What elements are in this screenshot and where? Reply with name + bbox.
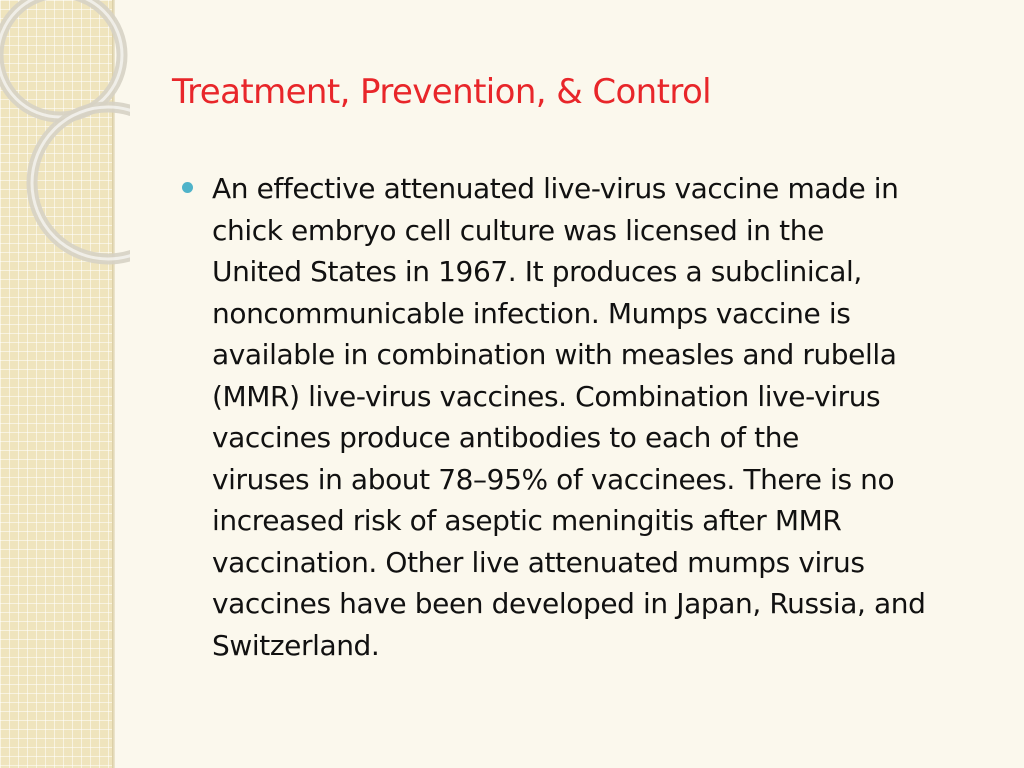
bullet-line: chick embryo cell culture was licensed in the bbox=[212, 213, 824, 247]
bullet-text bbox=[212, 172, 925, 662]
bullet-line: Switzerland. bbox=[212, 628, 380, 662]
bullet-line: viruses in about 78–95% of vaccinees. There is no bbox=[212, 462, 895, 496]
bullet-list bbox=[182, 168, 1002, 666]
bullet-line: available in combination with measles and rubella bbox=[212, 338, 897, 371]
bullet-dot-icon bbox=[182, 182, 193, 193]
bullet-item bbox=[182, 168, 1002, 666]
bullet-line: vaccines produce antibodies to each of the bbox=[212, 421, 799, 454]
bullet-line: (MMR) live-virus vaccines. Combination live-virus bbox=[212, 379, 881, 413]
bullet-line: An effective attenuated live-virus vaccine made in bbox=[212, 172, 899, 205]
slide-title: Treatment, Prevention, & Control bbox=[172, 72, 712, 112]
decorative-rings-icon bbox=[0, 0, 130, 290]
bullet-line: increased risk of aseptic meningitis after MMR bbox=[212, 504, 842, 537]
bullet-line: vaccines have been developed in Japan, Russia, and bbox=[212, 587, 926, 620]
bullet-line: United States in 1967. It produces a subclinical, bbox=[212, 255, 862, 288]
bullet-line: noncommunicable infection. Mumps vaccine is bbox=[212, 296, 851, 330]
bullet-line: vaccination. Other live attenuated mumps virus bbox=[212, 545, 865, 579]
